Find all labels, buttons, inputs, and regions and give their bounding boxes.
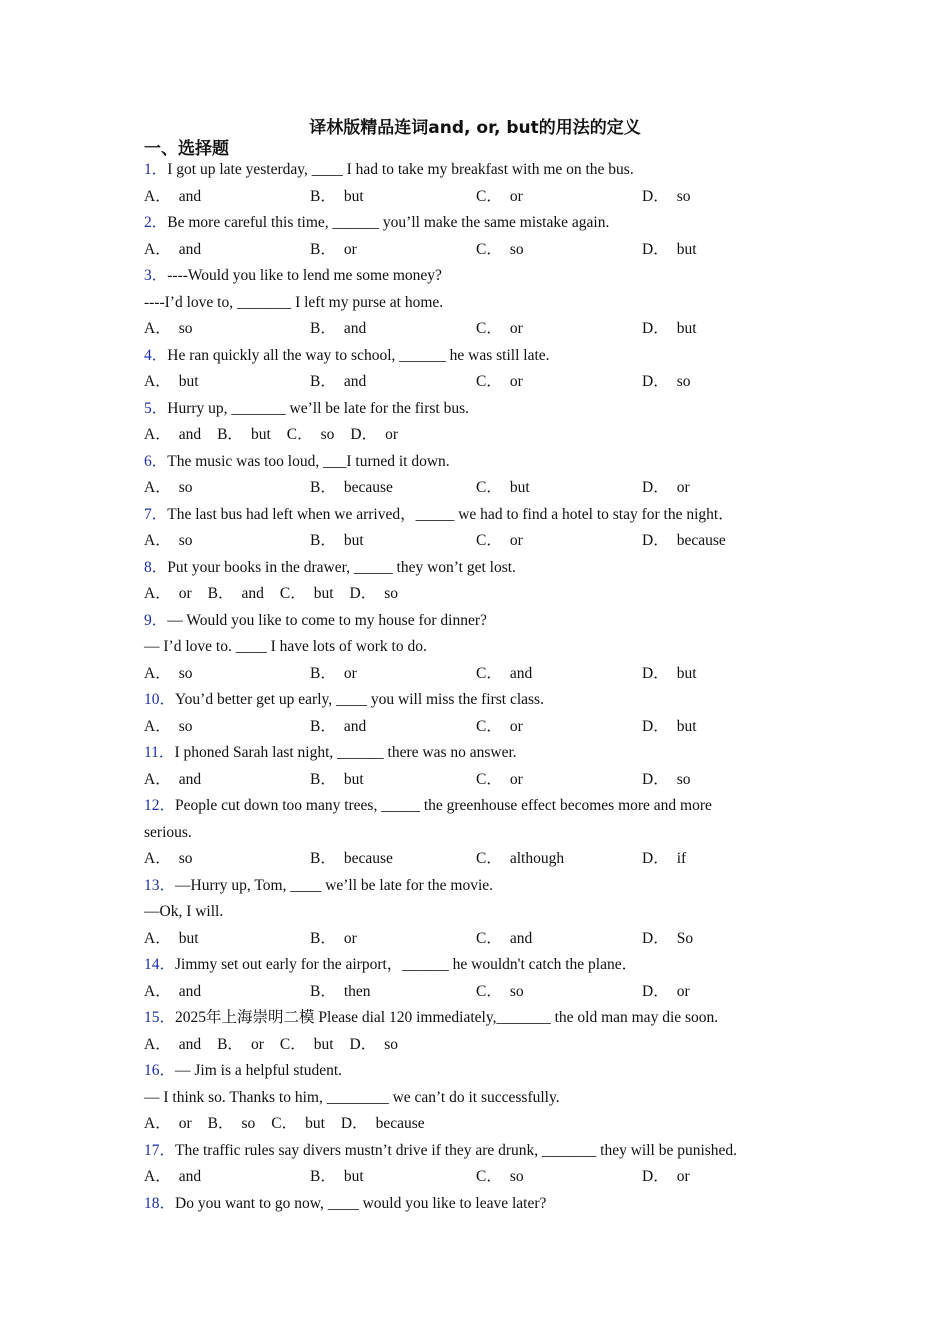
answer-options	[144, 184, 814, 211]
question-number: 16．	[144, 1062, 176, 1079]
option-text: or	[509, 532, 523, 549]
question-number: 8．	[144, 558, 168, 576]
answer-option[interactable]	[144, 979, 310, 1006]
option-letter: B．	[310, 664, 336, 682]
option-letter: D．	[642, 770, 669, 788]
answer-options	[144, 422, 814, 449]
option-letter: C．	[476, 373, 502, 390]
answer-option[interactable]	[144, 184, 310, 211]
answer-option[interactable]	[144, 714, 310, 741]
option-letter: A．	[144, 532, 171, 549]
answer-option[interactable]	[217, 1032, 264, 1059]
answer-option[interactable]	[476, 767, 642, 794]
question-stem	[144, 687, 814, 714]
option-letter: D．	[642, 850, 669, 867]
option-letter: B．	[310, 770, 336, 788]
answer-option[interactable]	[350, 422, 398, 449]
option-letter: D．	[340, 1115, 368, 1132]
option-text: and	[178, 187, 202, 205]
option-letter: C．	[476, 664, 502, 682]
option-text: or	[676, 479, 690, 496]
answer-options	[144, 926, 814, 953]
option-letter: C．	[476, 240, 502, 258]
question-text: — Would you like to come to my house for dinner?	[167, 611, 487, 629]
option-letter: A．	[144, 850, 171, 867]
option-text: or	[509, 187, 523, 205]
question-stem	[144, 952, 814, 979]
answer-option[interactable]	[144, 661, 310, 688]
answer-option[interactable]	[642, 926, 808, 953]
option-text: but	[343, 532, 364, 549]
option-text: but	[178, 929, 199, 947]
option-text: so	[509, 1168, 524, 1185]
answer-option[interactable]	[144, 316, 310, 343]
option-text: but	[313, 1035, 334, 1053]
question-number: 10．	[144, 691, 176, 708]
option-letter: C．	[476, 1168, 502, 1185]
question-stem	[144, 1058, 814, 1085]
question-text: Hurry up, _______ we’ll be late for the first bus.	[167, 399, 470, 417]
option-text: so	[676, 187, 691, 205]
question-text: — Jim is a helpful student.	[175, 1062, 343, 1079]
option-letter: D．	[349, 1035, 377, 1053]
option-text: and	[178, 1168, 202, 1185]
option-letter: C．	[286, 426, 313, 443]
option-letter: D．	[642, 1168, 669, 1185]
answer-options	[144, 581, 814, 608]
question-stem	[144, 396, 814, 423]
option-letter: B．	[310, 479, 336, 496]
option-letter: B．	[310, 373, 336, 390]
question-text: People cut down too many trees, _____ the greenhouse effect becomes more and more	[175, 797, 712, 814]
option-letter: B．	[310, 532, 336, 549]
option-text: so	[241, 1115, 256, 1132]
answer-option[interactable]	[144, 1164, 310, 1191]
question-text: 2025年上海崇明二模 Please dial 120 immediately,_______ the old man may die soon.	[175, 1009, 719, 1026]
answer-option[interactable]	[310, 1164, 476, 1191]
option-letter: C．	[476, 717, 502, 735]
option-letter: A．	[144, 320, 171, 337]
option-text: So	[676, 929, 694, 947]
option-letter: D．	[642, 929, 669, 947]
question-stem	[144, 502, 814, 529]
option-text: so	[178, 664, 193, 682]
option-text: or	[676, 1168, 690, 1185]
answer-options	[144, 714, 814, 741]
option-text: but	[676, 717, 697, 735]
question-number: 13．	[144, 876, 176, 894]
answer-options	[144, 528, 814, 555]
option-text: or	[385, 426, 399, 443]
option-text: so	[178, 532, 193, 549]
option-letter: B．	[207, 1115, 234, 1132]
question-stem	[144, 210, 814, 237]
option-text: so	[384, 1035, 399, 1053]
answer-option[interactable]	[310, 369, 476, 396]
option-text: and	[509, 664, 533, 682]
option-letter: A．	[144, 717, 171, 735]
question-number: 1．	[144, 161, 168, 178]
answer-option[interactable]	[476, 237, 642, 264]
option-text: or	[343, 664, 357, 682]
question-stem	[144, 555, 814, 582]
option-letter: C．	[279, 1035, 306, 1053]
answer-option[interactable]	[476, 661, 642, 688]
option-letter: B．	[310, 717, 336, 735]
question-text: The last bus had left when we arrived，_____ we had to find a hotel to stay for the night．	[167, 505, 734, 523]
question-stem-continued	[144, 290, 814, 317]
question-number: 2．	[144, 214, 168, 231]
question-stem	[144, 157, 814, 184]
answer-option[interactable]	[642, 714, 808, 741]
option-letter: B．	[310, 1168, 336, 1185]
option-letter: A．	[144, 929, 171, 947]
answer-option[interactable]	[310, 184, 476, 211]
question-stem	[144, 1191, 814, 1218]
answer-option[interactable]	[144, 475, 310, 502]
question-stem	[144, 343, 814, 370]
question-text: ----Would you like to lend me some money?	[167, 267, 442, 284]
option-text: but	[313, 585, 334, 602]
question-stem	[144, 263, 814, 290]
option-text: or	[509, 320, 523, 337]
answer-option[interactable]	[642, 316, 808, 343]
answer-option[interactable]	[476, 369, 642, 396]
answer-option[interactable]	[144, 767, 310, 794]
question-number: 5．	[144, 399, 168, 417]
option-text: so	[676, 373, 691, 390]
option-text: and	[178, 426, 202, 443]
option-letter: A．	[144, 479, 171, 496]
option-text: so	[676, 770, 691, 788]
answer-option[interactable]	[642, 184, 808, 211]
question-text: —Ok, I will.	[144, 903, 224, 920]
option-text: but	[676, 664, 697, 682]
question-text: I got up late yesterday, ____ I had to take my breakfast with me on the bus.	[167, 161, 634, 178]
answer-option[interactable]	[642, 979, 808, 1006]
option-letter: A．	[144, 664, 171, 682]
option-letter: C．	[271, 1115, 298, 1132]
answer-option[interactable]	[350, 581, 399, 608]
option-text: because	[343, 479, 393, 496]
option-letter: D．	[642, 664, 669, 682]
option-letter: C．	[476, 187, 502, 205]
option-letter: C．	[476, 850, 502, 867]
answer-options	[144, 1111, 814, 1138]
answer-option[interactable]	[476, 316, 642, 343]
question-text: I phoned Sarah last night, ______ there was no answer.	[174, 744, 517, 761]
answer-option[interactable]	[476, 528, 642, 555]
answer-option[interactable]	[642, 237, 808, 264]
option-text: and	[343, 373, 367, 390]
answer-options	[144, 1032, 814, 1059]
option-letter: C．	[279, 585, 306, 602]
option-letter: A．	[144, 1115, 171, 1132]
option-letter: C．	[476, 982, 502, 1000]
answer-option[interactable]	[476, 1164, 642, 1191]
answer-option[interactable]	[341, 1111, 425, 1138]
option-letter: A．	[144, 770, 171, 788]
question-stem	[144, 608, 814, 635]
option-text: so	[178, 850, 193, 867]
option-text: so	[509, 982, 524, 1000]
option-letter: C．	[476, 479, 502, 496]
question-stem-continued	[144, 820, 814, 847]
question-number: 9．	[144, 611, 168, 629]
question-text: serious.	[144, 823, 192, 841]
question-number: 14．	[144, 956, 176, 973]
option-letter: B．	[310, 850, 336, 867]
option-letter: B．	[217, 426, 243, 443]
answer-option[interactable]	[208, 1111, 256, 1138]
option-letter: A．	[144, 373, 171, 390]
answer-option[interactable]	[144, 422, 201, 449]
option-text: or	[178, 585, 192, 602]
option-letter: C．	[476, 929, 502, 947]
option-text: but	[250, 426, 271, 443]
answer-option[interactable]	[642, 661, 808, 688]
question-text: The traffic rules say divers mustn’t drive if they are drunk, _______ they will be punished.	[175, 1141, 738, 1159]
option-text: or	[509, 373, 523, 390]
answer-options	[144, 369, 814, 396]
option-letter: C．	[476, 320, 502, 337]
question-text: Be more careful this time, ______ you’ll make the same mistake again.	[167, 214, 610, 231]
question-number: 11．	[144, 744, 175, 761]
option-letter: D．	[350, 426, 378, 443]
option-text: and	[343, 717, 367, 735]
option-letter: D．	[642, 479, 669, 496]
option-text: so	[178, 717, 193, 735]
option-text: or	[509, 717, 523, 735]
question-number: 12．	[144, 797, 176, 814]
option-text: or	[343, 240, 357, 258]
answer-option[interactable]	[310, 661, 476, 688]
option-text: then	[343, 982, 371, 1000]
question-number: 6．	[144, 452, 168, 470]
option-text: but	[343, 187, 364, 205]
option-letter: C．	[476, 770, 502, 788]
answer-option[interactable]	[144, 1032, 201, 1059]
option-text: or	[509, 770, 523, 788]
answer-option[interactable]	[642, 528, 808, 555]
option-letter: D．	[642, 320, 669, 337]
option-text: so	[384, 585, 399, 602]
option-text: but	[343, 770, 364, 788]
option-text: so	[178, 320, 193, 337]
answer-options	[144, 475, 814, 502]
question-stem	[144, 449, 814, 476]
answer-option[interactable]	[310, 926, 476, 953]
option-text: but	[178, 373, 199, 390]
answer-option[interactable]	[271, 1111, 325, 1138]
option-text: and	[343, 320, 367, 337]
option-letter: B．	[310, 929, 336, 947]
option-text: because	[343, 850, 393, 867]
option-letter: A．	[144, 585, 171, 602]
answer-option[interactable]	[310, 846, 476, 873]
option-letter: D．	[642, 717, 669, 735]
option-text: or	[676, 982, 690, 1000]
option-text: but	[305, 1115, 325, 1132]
answer-option[interactable]	[310, 979, 476, 1006]
option-text: if	[676, 850, 687, 867]
answer-option[interactable]	[476, 846, 642, 873]
question-stem-continued	[144, 634, 814, 661]
answer-option[interactable]	[287, 422, 335, 449]
question-text: —Hurry up, Tom, ____ we’ll be late for the movie.	[175, 876, 494, 894]
answer-option[interactable]	[476, 475, 642, 502]
option-text: and	[241, 585, 264, 602]
option-text: so	[509, 240, 524, 258]
answer-option[interactable]	[476, 926, 642, 953]
answer-option[interactable]	[144, 926, 310, 953]
option-letter: B．	[217, 1035, 243, 1053]
option-text: but	[509, 479, 530, 496]
answer-options	[144, 979, 814, 1006]
question-text: — I’d love to. ____ I have lots of work to do.	[144, 638, 427, 655]
answer-option[interactable]	[310, 475, 476, 502]
question-stem	[144, 873, 814, 900]
option-text: or	[178, 1115, 192, 1132]
question-text: You’d better get up early, ____ you will miss the first class.	[175, 691, 544, 708]
answer-option[interactable]	[144, 369, 310, 396]
option-text: so	[178, 479, 193, 496]
question-text: ----I’d love to, _______ I left my purse at home.	[144, 293, 444, 311]
option-letter: B．	[310, 240, 336, 258]
option-letter: A．	[144, 1168, 171, 1185]
question-text: Put your books in the drawer, _____ they won’t get lost.	[167, 558, 516, 576]
option-text: but	[676, 320, 697, 337]
option-letter: A．	[144, 1035, 171, 1053]
question-stem-continued	[144, 899, 814, 926]
answer-option[interactable]	[144, 846, 310, 873]
answer-option[interactable]	[310, 237, 476, 264]
option-letter: B．	[310, 320, 336, 337]
option-text: or	[343, 929, 357, 947]
option-letter: D．	[642, 982, 669, 1000]
option-letter: A．	[144, 240, 171, 258]
answer-option[interactable]	[310, 316, 476, 343]
answer-option[interactable]	[144, 528, 310, 555]
question-text: Do you want to go now, ____ would you like to leave later?	[175, 1194, 547, 1212]
answer-option[interactable]	[208, 581, 264, 608]
question-number: 17．	[144, 1141, 176, 1159]
option-letter: D．	[642, 240, 669, 258]
option-letter: D．	[349, 585, 377, 602]
option-letter: D．	[642, 187, 669, 205]
answer-option[interactable]	[642, 767, 808, 794]
answer-option[interactable]	[310, 767, 476, 794]
option-letter: B．	[207, 585, 234, 602]
answer-option[interactable]	[217, 422, 271, 449]
option-text: because	[676, 532, 726, 549]
answer-option[interactable]	[280, 581, 334, 608]
section-heading: 一、选择题	[144, 139, 229, 159]
question-number: 15．	[144, 1009, 176, 1026]
option-letter: A．	[144, 982, 171, 1000]
answer-option[interactable]	[144, 581, 192, 608]
answer-options	[144, 316, 814, 343]
question-number: 4．	[144, 346, 168, 364]
option-text: or	[250, 1035, 264, 1053]
question-stem	[144, 740, 814, 767]
answer-option[interactable]	[642, 1164, 808, 1191]
question-text: — I think so. Thanks to him, ________ we can’t do it successfully.	[144, 1088, 560, 1106]
answer-options	[144, 767, 814, 794]
option-letter: D．	[642, 373, 669, 390]
option-text: and	[178, 770, 202, 788]
answer-options	[144, 237, 814, 264]
option-letter: B．	[310, 187, 336, 205]
option-text: because	[375, 1115, 425, 1132]
answer-option[interactable]	[280, 1032, 334, 1059]
answer-option[interactable]	[144, 237, 310, 264]
question-list	[144, 157, 814, 1217]
option-text: although	[509, 850, 565, 867]
answer-options	[144, 846, 814, 873]
question-text: Jimmy set out early for the airport，______ he wouldn't catch the plane．	[175, 956, 638, 973]
question-stem	[144, 793, 814, 820]
answer-option[interactable]	[476, 714, 642, 741]
option-letter: A．	[144, 426, 171, 443]
answer-option[interactable]	[642, 475, 808, 502]
answer-option[interactable]	[144, 1111, 192, 1138]
answer-option[interactable]	[476, 184, 642, 211]
question-text: The music was too loud, ___I turned it down.	[167, 452, 450, 470]
answer-options	[144, 661, 814, 688]
option-letter: D．	[642, 532, 669, 549]
answer-option[interactable]	[476, 979, 642, 1006]
answer-option[interactable]	[310, 528, 476, 555]
option-text: so	[320, 426, 335, 443]
question-stem	[144, 1138, 814, 1165]
option-text: but	[676, 240, 697, 258]
option-text: and	[178, 982, 202, 1000]
option-letter: A．	[144, 187, 171, 205]
option-letter: C．	[476, 532, 502, 549]
answer-option[interactable]	[310, 714, 476, 741]
document-title: 译林版精品连词and, or, but的用法的定义	[309, 118, 641, 138]
question-number: 3．	[144, 267, 168, 284]
option-text: but	[343, 1168, 364, 1185]
answer-option[interactable]	[642, 369, 808, 396]
question-stem	[144, 1005, 814, 1032]
option-text: and	[178, 1035, 202, 1053]
option-text: and	[178, 240, 202, 258]
option-text: and	[509, 929, 533, 947]
answer-option[interactable]	[642, 846, 808, 873]
answer-option[interactable]	[350, 1032, 399, 1059]
question-number: 18．	[144, 1194, 176, 1212]
question-stem-continued	[144, 1085, 814, 1112]
question-number: 7．	[144, 505, 168, 523]
option-letter: B．	[310, 982, 336, 1000]
answer-options	[144, 1164, 814, 1191]
question-text: He ran quickly all the way to school, ______ he was still late.	[167, 346, 550, 364]
